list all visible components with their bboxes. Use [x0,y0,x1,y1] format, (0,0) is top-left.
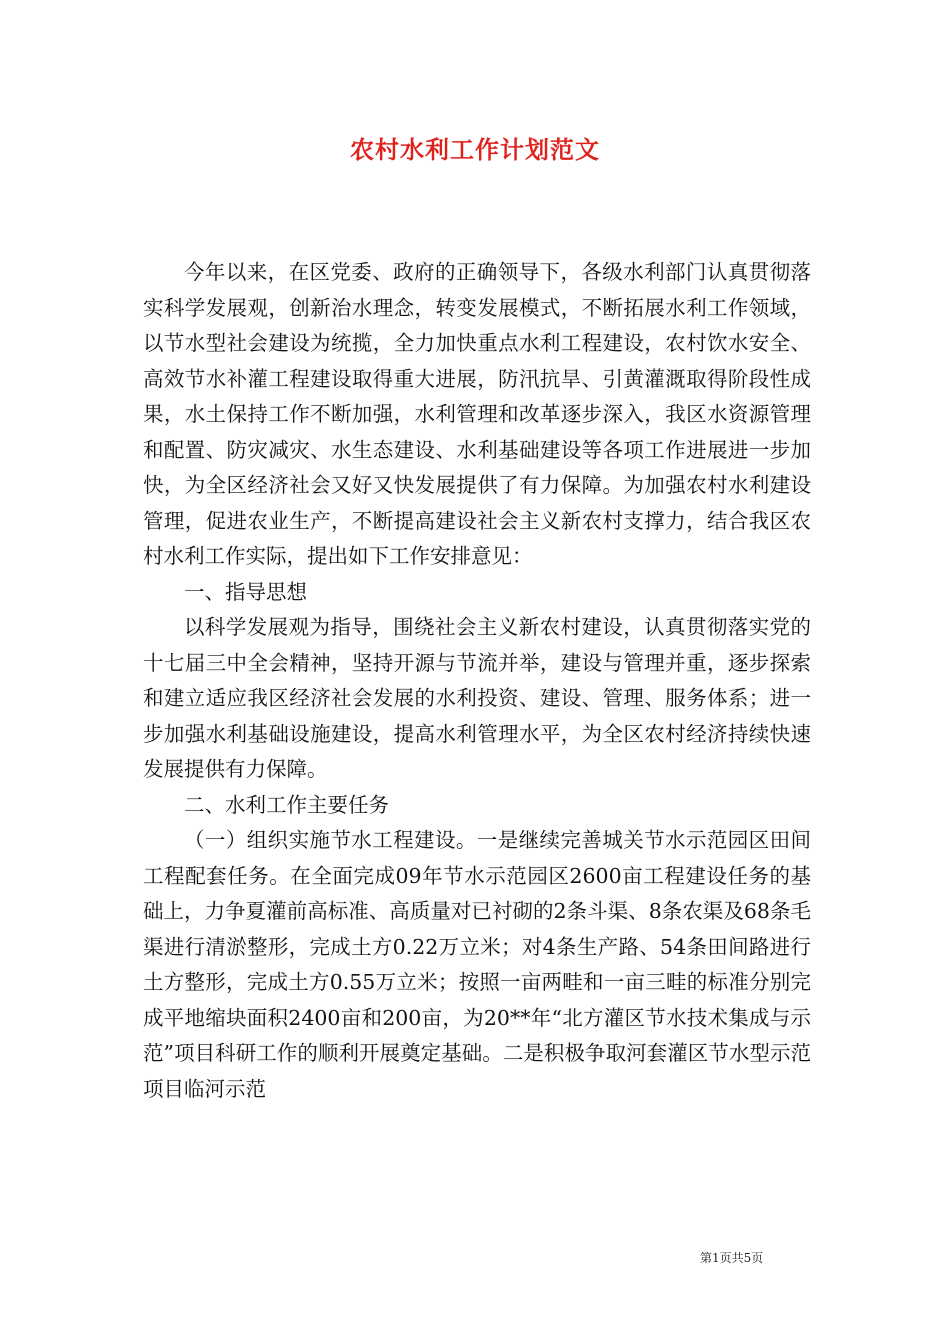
heading-main-tasks: 二、水利工作主要任务 [184,792,389,817]
heading-guiding-ideology: 一、指导思想 [184,579,307,604]
paragraph-guiding-ideology: 以科学发展观为指导，围绕社会主义新农村建设，认真贯彻落实党的十七届三中全会精神，坚持开源与节流并举，建设与管理并重，逐步探索和建立适应我区经济社会发展的水利投资、建设、管理、服务体系；进一步加强水利基础设施建设，提高水利管理水平，为全区农村经济持续快速发展提供有力保障。 [143,615,811,781]
document-body [143,255,811,1107]
paragraph-water-saving-projects: （一）组织实施节水工程建设。一是继续完善城关节水示范园区田间工程配套任务。在全面完成09年节水示范园区2600亩工程建设任务的基础上，力争夏灌前高标准、高质量对已衬砌的2条斗渠、8条农渠及68条毛渠进行清淤整形，完成土方0.22万立米；对4条生产路、54条田间路进行土方整形，完成土方0.55万立米；按照一亩两畦和一亩三畦的标准分别完成平地缩块面积2400亩和200亩，为20**年“北方灌区节水技术集成与示范”项目科研工作的顺利开展奠定基础。二是积极争取河套灌区节水型示范项目临河示范 [143,828,811,1101]
page-number: 第1页共5页 [700,1251,764,1265]
paragraph-intro: 今年以来，在区党委、政府的正确领导下，各级水利部门认真贯彻落实科学发展观，创新治水理念，转变发展模式，不断拓展水利工作领域，以节水型社会建设为统揽，全力加快重点水利工程建设，农村饮水安全、高效节水补灌工程建设取得重大进展，防汛抗旱、引黄灌溉取得阶段性成果，水土保持工作不断加强，水利管理和改革逐步深入，我区水资源管理和配置、防灾减灾、水生态建设、水利基础建设等各项工作进展进一步加快，为全区经济社会又好又快发展提供了有力保障。为加强农村水利建设管理，促进农业生产，不断提高建设社会主义新农村支撑力，结合我区农村水利工作实际，提出如下工作安排意见： [143,260,811,568]
document-title: 农村水利工作计划范文 [350,135,600,164]
